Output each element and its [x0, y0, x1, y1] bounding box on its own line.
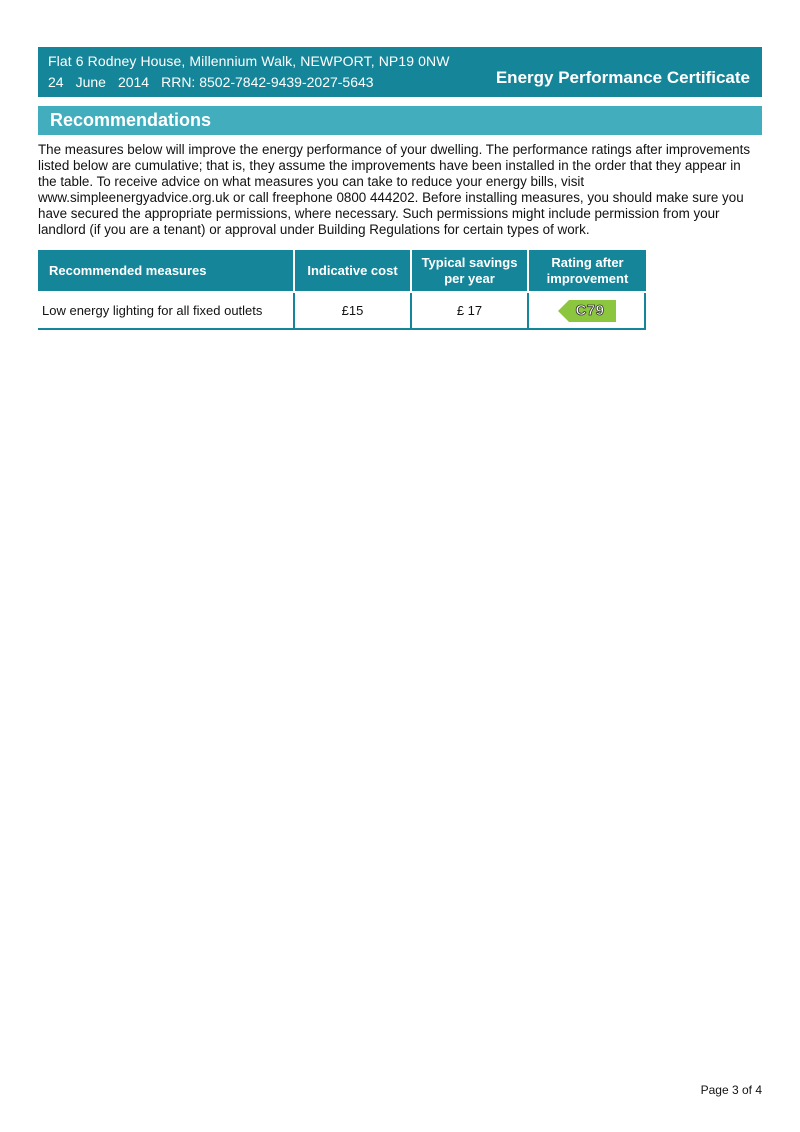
- rrn-number: RRN: 8502-7842-9439-2027-5643: [161, 74, 374, 90]
- header-rating-after-line2: improvement: [546, 270, 629, 286]
- header-typical-savings-line1: Typical savings: [421, 254, 518, 270]
- page-number: Page 3 of 4: [700, 1083, 762, 1097]
- section-title: Recommendations: [50, 110, 212, 130]
- rating-value: C79: [575, 301, 605, 319]
- header-rating-after: [529, 250, 646, 291]
- intro-paragraph: The measures below will improve the energy performance of your dwelling. The performance ratings after improvements listed below are cumulative; that is, they assume the improvements have been installed in the order that they appear in the table. To receive advice on what measures you can take to reduce your energy bills, visit www.simpleenergyadvice.org.uk or call freephone 0800 444202. Before installing measures, you should make sure you have secured the appropriate permissions, where necessary. Such permissions might include permission from your landlord (if you are a tenant) or approval under Building Regulations for certain types of work.: [38, 142, 751, 237]
- date-year: 2014: [117, 74, 150, 90]
- property-address: Flat 6 Rodney House, Millennium Walk, NEWPORT, NP19 0NW: [48, 53, 450, 69]
- measure-cell: Low energy lighting for all fixed outlets: [38, 293, 295, 330]
- table-header-row: [38, 250, 646, 291]
- savings-cell: £ 17: [412, 293, 529, 330]
- recommendations-table: [38, 250, 646, 330]
- certificate-header: [38, 47, 762, 97]
- certificate-meta: [48, 74, 386, 90]
- date-day: 24: [48, 74, 64, 90]
- table-row: [38, 293, 646, 330]
- header-typical-savings-line2: per year: [444, 270, 495, 286]
- rating-arrow-badge: [558, 300, 616, 322]
- recommendations-section-bar: [38, 106, 762, 135]
- document-title: Energy Performance Certificate: [495, 68, 750, 87]
- date-month: June: [75, 74, 106, 90]
- cost-cell: £15: [295, 293, 412, 330]
- header-recommended-measures: Recommended measures: [38, 250, 295, 291]
- header-rating-after-line1: Rating after: [551, 254, 624, 270]
- header-indicative-cost: Indicative cost: [295, 250, 412, 291]
- header-typical-savings: [412, 250, 529, 291]
- rating-cell: [529, 293, 646, 330]
